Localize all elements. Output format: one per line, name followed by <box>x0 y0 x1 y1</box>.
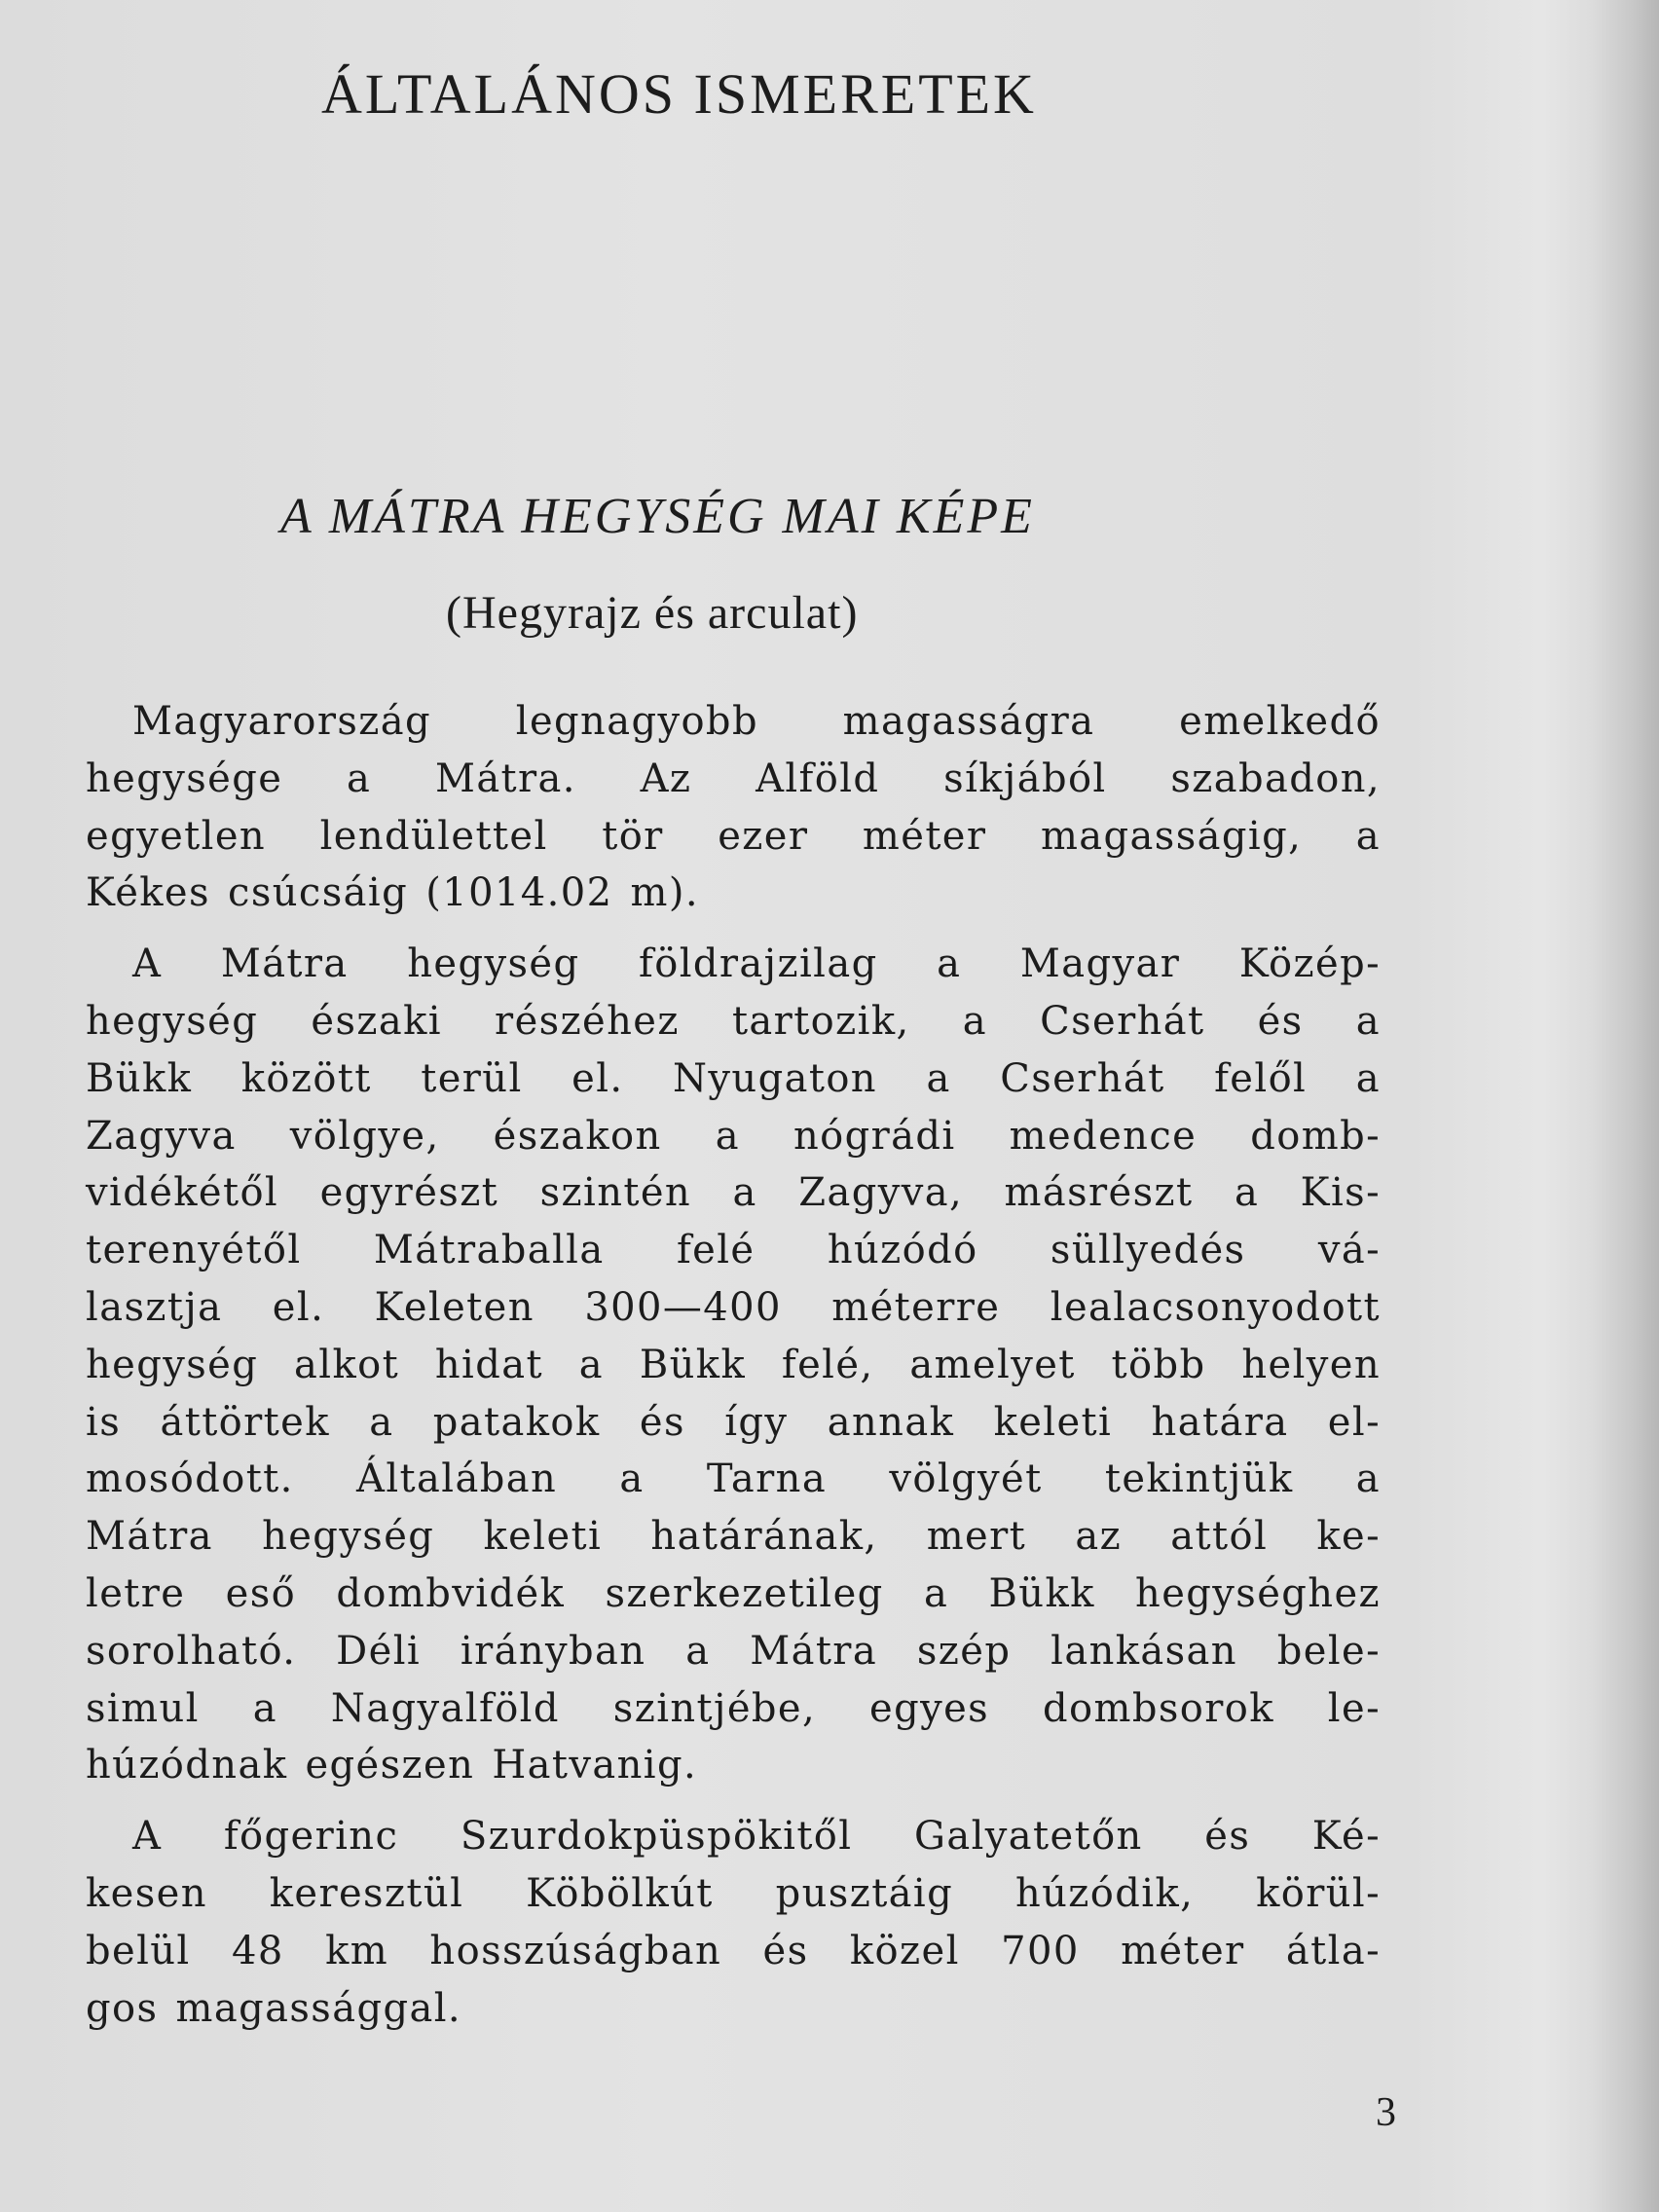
text-line: terenyétől Mátraballa felé húzódó süllyedés vá- <box>86 1228 1381 1273</box>
text-line: Zagyva völgye, északon a nógrádi medence domb- <box>86 1113 1381 1159</box>
text-line: hegysége a Mátra. Az Alföld síkjából szabadon, <box>86 756 1381 801</box>
text-line: hegység északi részéhez tartozik, a Cserhát és a <box>86 998 1381 1044</box>
chapter-title: A MÁTRA HEGYSÉG MAI KÉPE <box>280 489 1035 544</box>
text-line: Mátra hegység keleti határának, mert az attól ke- <box>86 1514 1381 1560</box>
body-text <box>86 693 1381 2050</box>
page-number: 3 <box>1376 2090 1396 2135</box>
text-line: A Mátra hegység földrajzilag a Magyar Közép- <box>132 941 1381 987</box>
text-line: Magyarország legnagyobb magasságra emelkedő <box>132 699 1381 744</box>
text-line: simul a Nagyalföld szintjébe, egyes dombsorok le- <box>86 1685 1381 1731</box>
running-header: ÁLTALÁNOS ISMERETEK <box>321 62 1037 126</box>
text-line: lasztja el. Keleten 300—400 méterre lealacsonyodott <box>86 1284 1381 1330</box>
text-line: hegység alkot hidat a Bükk felé, amelyet több helyen <box>86 1342 1381 1387</box>
text-line: A főgerinc Szurdokpüspökitől Galyatetőn és Ké- <box>132 1814 1381 1860</box>
paragraph-1 <box>86 693 1381 922</box>
text-line: gos magassággal. <box>86 1985 462 2031</box>
paragraph-2 <box>86 936 1381 1794</box>
text-line: Bükk között terül el. Nyugaton a Cserhát felől a <box>86 1055 1381 1101</box>
text-line: is áttörtek a patakok és így annak keleti határa el- <box>86 1399 1381 1445</box>
text-line: mosódott. Általában a Tarna völgyét tekintjük a <box>86 1456 1381 1502</box>
text-line: egyetlen lendülettel tör ezer méter magasságig, a <box>86 813 1381 859</box>
text-line: belül 48 km hosszúságban és közel 700 méter átla- <box>86 1928 1381 1973</box>
text-line: Kékes csúcsáig (1014.02 m). <box>86 870 699 916</box>
chapter-subtitle: (Hegyrajz és arculat) <box>446 587 859 639</box>
text-line: sorolható. Déli irányban a Mátra szép lankásan bele- <box>86 1628 1381 1674</box>
paragraph-3 <box>86 1808 1381 2037</box>
text-line: vidékétől egyrészt szintén a Zagyva, másrészt a Kis- <box>86 1170 1381 1216</box>
page-edge-shadow <box>1591 0 1659 2212</box>
text-line: húzódnak egészen Hatvanig. <box>86 1743 698 1788</box>
text-line: kesen keresztül Köbölkút pusztáig húzódik, körül- <box>86 1870 1381 1916</box>
text-line: letre eső dombvidék szerkezetileg a Bükk hegységhez <box>86 1570 1381 1616</box>
